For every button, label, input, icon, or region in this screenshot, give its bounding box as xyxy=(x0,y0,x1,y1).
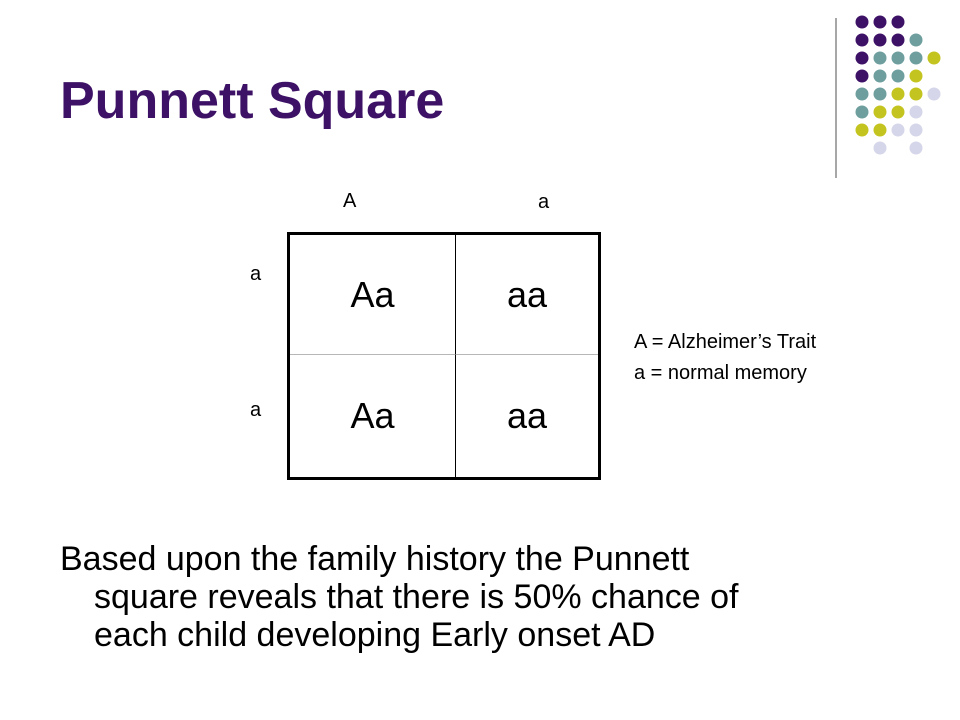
decorative-dot xyxy=(892,52,905,65)
decorative-dot xyxy=(892,34,905,47)
decorative-dot xyxy=(910,88,923,101)
decorative-dot xyxy=(856,70,869,83)
decorative-dot xyxy=(910,52,923,65)
decorative-dot xyxy=(874,88,887,101)
decorative-dot xyxy=(856,34,869,47)
key-recessive-allele: a = normal memory xyxy=(634,362,807,384)
decorative-dot xyxy=(928,88,941,101)
decorative-dot xyxy=(874,70,887,83)
decorative-dot xyxy=(892,88,905,101)
decorative-dot xyxy=(928,52,941,65)
conclusion-text xyxy=(60,540,940,654)
punnett-cell: Aa xyxy=(290,355,456,477)
decorative-dot xyxy=(910,70,923,83)
decorative-dot xyxy=(874,142,887,155)
punnett-cell: aa xyxy=(456,235,598,355)
parent-allele-top-1: A xyxy=(343,190,357,212)
decorative-dot xyxy=(874,124,887,137)
decorative-dot xyxy=(874,52,887,65)
decorative-dot xyxy=(892,70,905,83)
decorative-dot xyxy=(910,142,923,155)
parent-allele-side-2: a xyxy=(250,399,262,421)
decorative-dot xyxy=(892,16,905,29)
decorative-dot xyxy=(856,52,869,65)
decorative-dot xyxy=(910,34,923,47)
decorative-dot xyxy=(874,106,887,119)
conclusion-line-3: each child developing Early onset AD xyxy=(94,616,656,654)
decorative-dot xyxy=(892,106,905,119)
decorative-dot xyxy=(892,124,905,137)
punnett-square-grid xyxy=(287,232,601,480)
decorative-dot xyxy=(856,106,869,119)
key-dominant-allele: A = Alzheimer’s Trait xyxy=(634,331,817,353)
decorative-dot xyxy=(910,124,923,137)
slide-title: Punnett Square xyxy=(60,72,445,130)
parent-allele-top-2: a xyxy=(538,191,550,213)
parent-allele-side-1: a xyxy=(250,263,262,285)
decorative-dot xyxy=(874,16,887,29)
decorative-dot xyxy=(856,16,869,29)
conclusion-line-1: Based upon the family history the Punnett xyxy=(60,540,690,578)
decorative-dot xyxy=(856,88,869,101)
punnett-cell: Aa xyxy=(290,235,456,355)
allele-key xyxy=(634,327,816,389)
decorative-dot xyxy=(856,124,869,137)
decorative-dot xyxy=(910,106,923,119)
conclusion-line-2: square reveals that there is 50% chance of xyxy=(94,578,739,616)
punnett-cell: aa xyxy=(506,395,548,436)
decorative-dot xyxy=(874,34,887,47)
